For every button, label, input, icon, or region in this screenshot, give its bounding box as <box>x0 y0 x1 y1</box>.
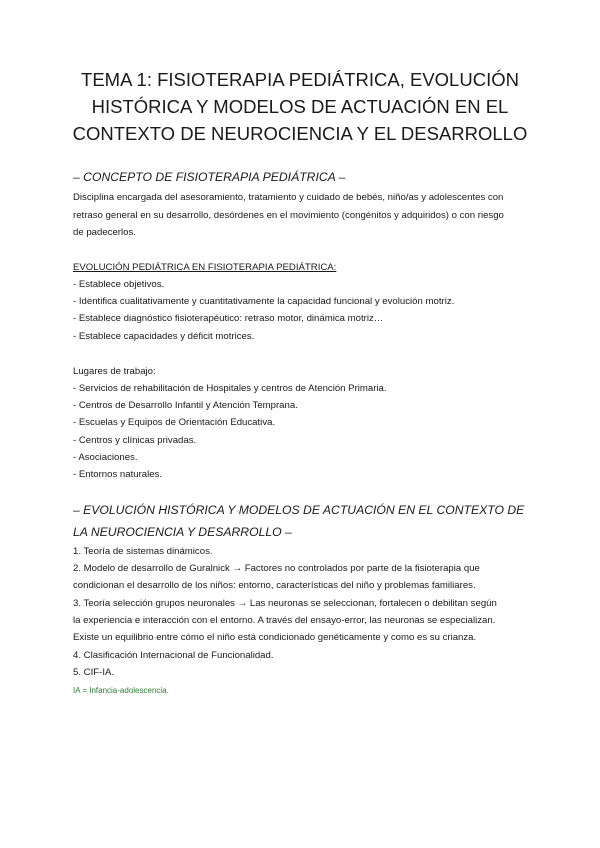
list-item: - Servicios de rehabilitación de Hospitales y centros de Atención Primaria. <box>73 383 387 394</box>
list-item: - Establece capacidades y déficit motrices. <box>73 331 255 342</box>
page-title <box>60 66 540 147</box>
model-line: condicionan el desarrollo de los niños: entorno, características del niño y problemas familiares. <box>73 580 476 591</box>
definition-line: de padecerlos. <box>73 227 136 238</box>
list-item: - Establece objetivos. <box>73 279 165 290</box>
definition-line: Disciplina encargada del asesoramiento, tratamiento y cuidado de bebés, niño/as y adolescentes con <box>73 192 504 203</box>
list-item: - Centros y clínicas privadas. <box>73 435 197 446</box>
note-ia: IA = Infancia-adolescencia. <box>73 686 169 695</box>
list-item: - Asociaciones. <box>73 452 138 463</box>
section-heading-evolution: LA NEUROCIENCIA Y DESARROLLO – <box>73 525 292 539</box>
subheading-evolution: EVOLUCIÓN PEDIÁTRICA EN FISIOTERAPIA PEDIÁTRICA: <box>73 262 337 273</box>
definition-line: retraso general en su desarrollo, desórdenes en el movimiento (congénitos y adquiridos) o con riesgo <box>73 210 504 221</box>
workplaces-label: Lugares de trabajo: <box>73 366 156 377</box>
model-line: 3. Teoría selección grupos neuronales → Las neuronas se seleccionan, fortalecen o debilitan según <box>73 598 497 609</box>
model-line: la experiencia e interacción con el entorno. A través del ensayo-error, las neuronas se especializan. <box>73 615 496 626</box>
list-item: - Entornos naturales. <box>73 469 163 480</box>
section-heading-concept: – CONCEPTO DE FISIOTERAPIA PEDIÁTRICA – <box>73 170 346 184</box>
title-line: TEMA 1: FISIOTERAPIA PEDIÁTRICA, EVOLUCIÓN <box>81 69 519 90</box>
list-item: - Escuelas y Equipos de Orientación Educativa. <box>73 417 276 428</box>
title-line: CONTEXTO DE NEUROCIENCIA Y EL DESARROLLO <box>72 123 528 144</box>
list-item: - Establece diagnóstico fisioterapéutico: retraso motor, dinámica motriz… <box>73 313 384 324</box>
title-line: HISTÓRICA Y MODELOS DE ACTUACIÓN EN EL <box>91 96 509 117</box>
model-line: Existe un equilibrio entre cómo el niño está condicionado genéticamente y como es su crianza. <box>73 632 477 643</box>
model-line: 5. CIF-IA. <box>73 667 115 678</box>
list-item: - Identifica cualitativamente y cuantitativamente la capacidad funcional y evolución motriz. <box>73 296 455 307</box>
section-heading-evolution: – EVOLUCIÓN HISTÓRICA Y MODELOS DE ACTUACIÓN EN EL CONTEXTO DE <box>73 503 525 517</box>
list-item: - Centros de Desarrollo Infantil y Atención Temprana. <box>73 400 298 411</box>
model-line: 2. Modelo de desarrollo de Guralnick → Factores no controlados por parte de la fisioterapia que <box>73 563 480 574</box>
model-line: 4. Clasificación Internacional de Funcionalidad. <box>73 650 274 661</box>
model-line: 1. Teoría de sistemas dinámicos. <box>73 546 213 557</box>
